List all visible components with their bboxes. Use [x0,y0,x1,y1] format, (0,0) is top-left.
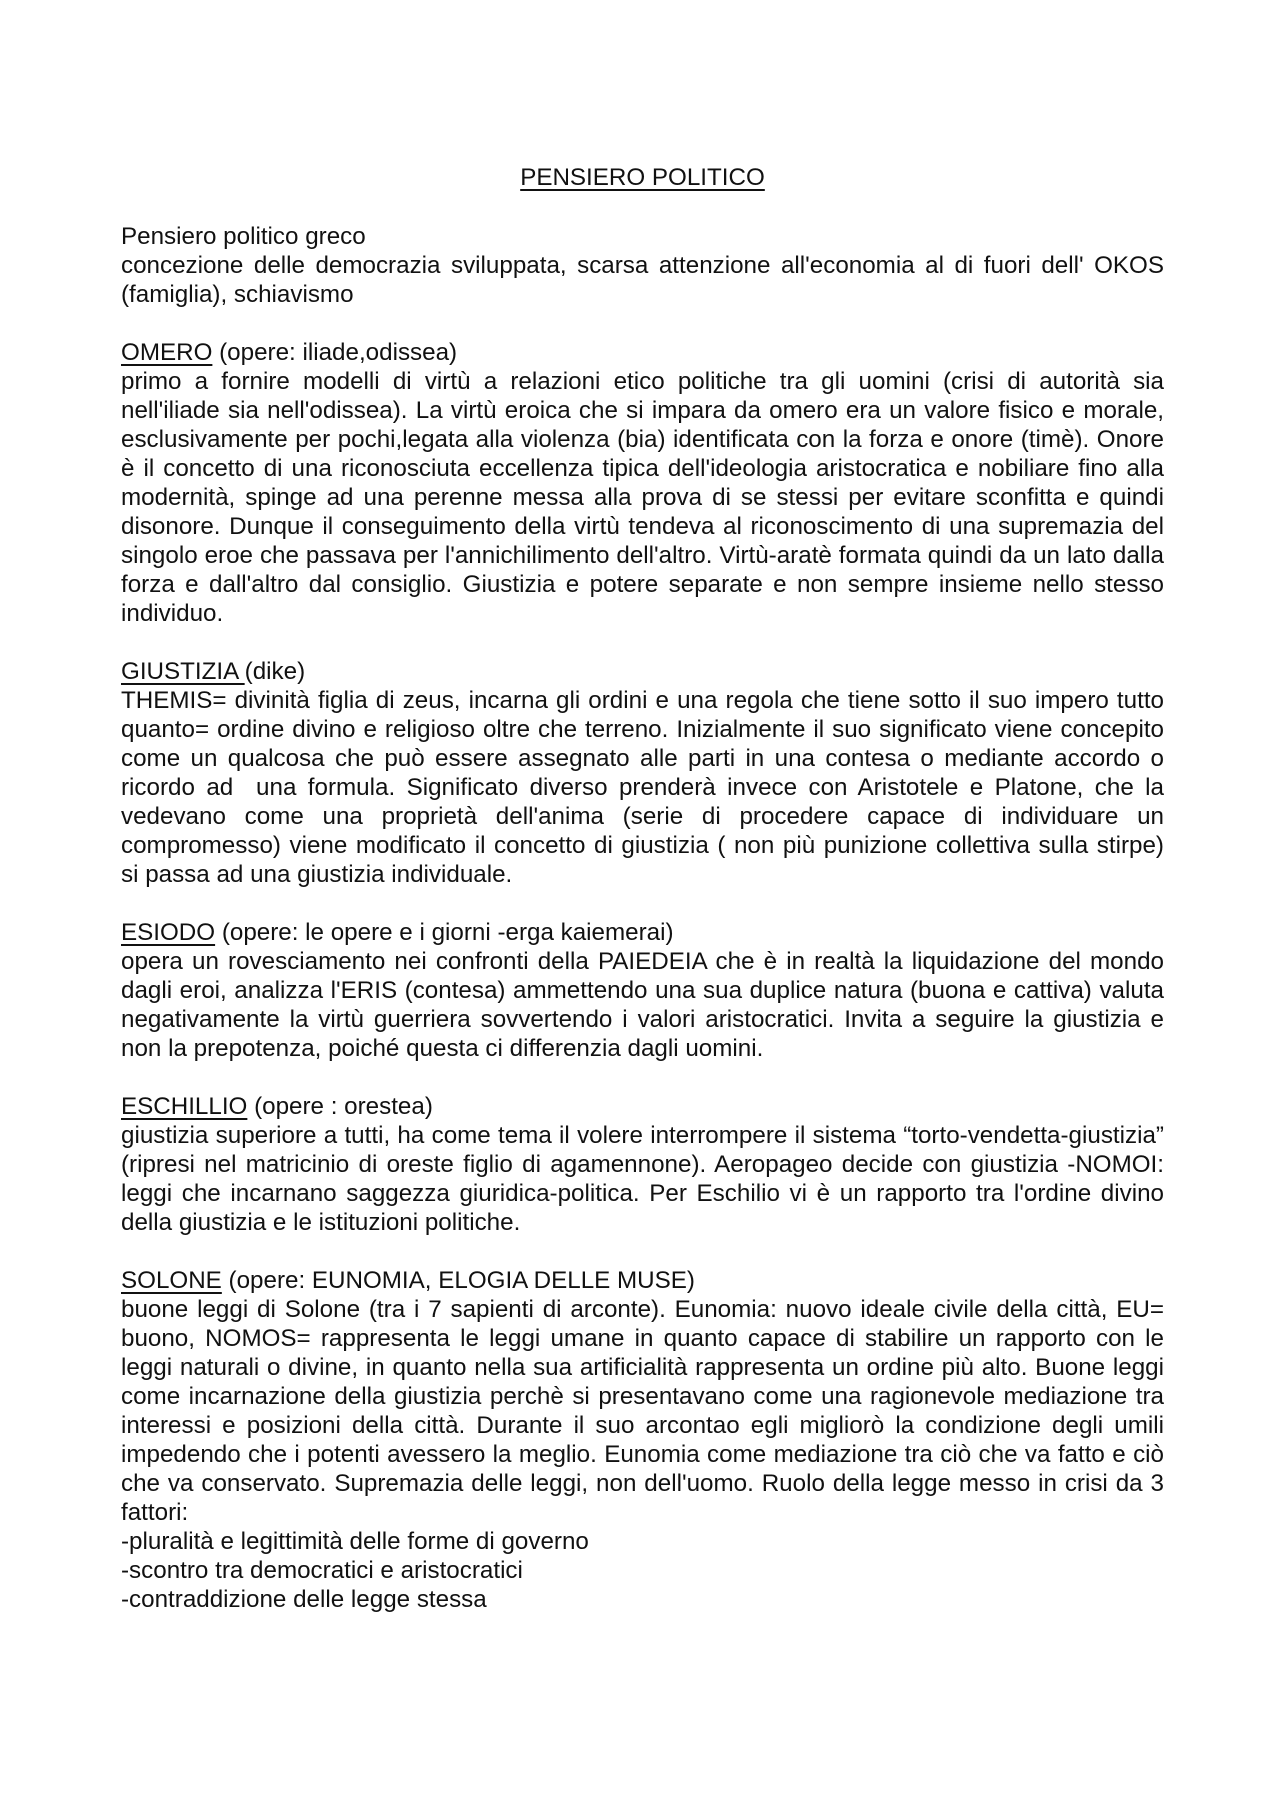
section-note: (opere : orestea) [247,1093,433,1120]
section-giustizia [121,657,1171,889]
list-item: -scontro tra democratici e aristocratici [121,1557,523,1584]
section-body: opera un rovesciamento nei confronti della PAIEDEIA che è in realtà la liquidazione del mondo dagli eroi, analizza l'ERIS (contesa) ammettendo una sua duplice natura (buona e cattiva) valuta negativamente la virtù guerriera sovvertendo i valori aristocratici. Invita a seguire la giustizia e non la prepotenza, poiché questa ci differenzia dagli uomini. [121,948,1164,1062]
list-item: -pluralità e legittimità delle forme di governo [121,1528,589,1555]
section-author: OMERO [121,339,213,366]
section-esiodo [121,918,1164,1063]
intro-block [121,222,1164,309]
intro-heading: Pensiero politico greco [121,223,366,250]
section-note: (opere: le opere e i giorni -erga kaiemerai) [215,919,674,946]
section-note: (dike) [244,658,306,685]
document-content [121,163,1171,1643]
section-body: giustizia superiore a tutti, ha come tema il volere interrompere il sistema “torto-vendetta-giustizia” (ripresi nel matricinio di oreste figlio di agamennone). Aeropageo decide con giustizia -NOMOI: leggi che incarnano saggezza giuridica-politica. Per Eschilio vi è un rapporto tra l'ordine divino della giustizia e le istituzioni politiche. [121,1122,1164,1236]
section-body: THEMIS= divinità figlia di zeus, incarna gli ordini e una regola che tiene sotto il suo impero tutto quanto= ordine divino e religioso oltre che terreno. Inizialmente il suo significato viene concepito come un qualcosa che può essere assegnato alle parti in una contesa o mediante accordo o ricordo ad una formula. Significato diverso prenderà invece con Aristotele e Platone, che la vedevano come una proprietà dell'anima (serie di procedere capace di individuare un compromesso) viene modificato il concetto di giustizia ( non più punizione collettiva sulla stirpe) si passa ad una giustizia individuale. [121,687,1171,888]
section-heading [121,1092,1164,1121]
section-heading [121,338,1164,367]
list-item: -contraddizione delle legge stessa [121,1586,487,1613]
section-heading [121,1266,1164,1295]
section-author: GIUSTIZIA [121,658,245,685]
section-author: ESCHILLIO [121,1093,248,1120]
section-omero [121,338,1164,628]
intro-text: concezione delle democrazia sviluppata, scarsa attenzione all'economia al di fuori dell' OKOS (famiglia), schiavismo [121,252,1164,308]
section-note: (opere: EUNOMIA, ELOGIA DELLE MUSE) [221,1267,695,1294]
section-heading [121,657,1164,686]
section-author: ESIODO [121,919,216,946]
section-heading [121,918,1164,947]
section-author: SOLONE [121,1267,222,1294]
page-title-text: PENSIERO POLITICO [520,164,765,191]
section-solone [121,1266,1164,1614]
section-eschillio [121,1092,1164,1237]
section-note: (opere: iliade,odissea) [212,339,458,366]
page-title [121,163,1164,192]
section-body: buone leggi di Solone (tra i 7 sapienti di arconte). Eunomia: nuovo ideale civile della città, EU= buono, NOMOS= rappresenta le leggi umane in quanto capace di stabilire un rapporto con le leggi naturali o divine, in quanto nella sua artificialità rappresenta un ordine più alto. Buone leggi come incarnazione della giustizia perchè si presentavano come una ragionevole mediazione tra interessi e posizioni della città. Durante il suo arcontao egli migliorò la condizione degli umili impedendo che i potenti avessero la meglio. Eunomia come mediazione tra ciò che va fatto e ciò che va conservato. Supremazia delle leggi, non dell'uomo. Ruolo della legge messo in crisi da 3 fattori: [121,1296,1164,1526]
section-body: primo a fornire modelli di virtù a relazioni etico politiche tra gli uomini (crisi di autorità sia nell'iliade sia nell'odissea). La virtù eroica che si impara da omero era un valore fisico e morale, esclusivamente per pochi,legata alla violenza (bia) identificata con la forza e onore (timè). Onore è il concetto di una riconosciuta eccellenza tipica dell'ideologia aristocratica e nobiliare fino alla modernità, spinge ad una perenne messa alla prova di se stessi per evitare sconfitta e quindi disonore. Dunque il conseguimento della virtù tendeva al riconoscimento di una supremazia del singolo eroe che passava per l'annichilimento dell'altro. Virtù-aratè formata quindi da un lato dalla forza e dall'altro dal consiglio. Giustizia e potere separate e non sempre insieme nello stesso individuo. [121,368,1164,627]
